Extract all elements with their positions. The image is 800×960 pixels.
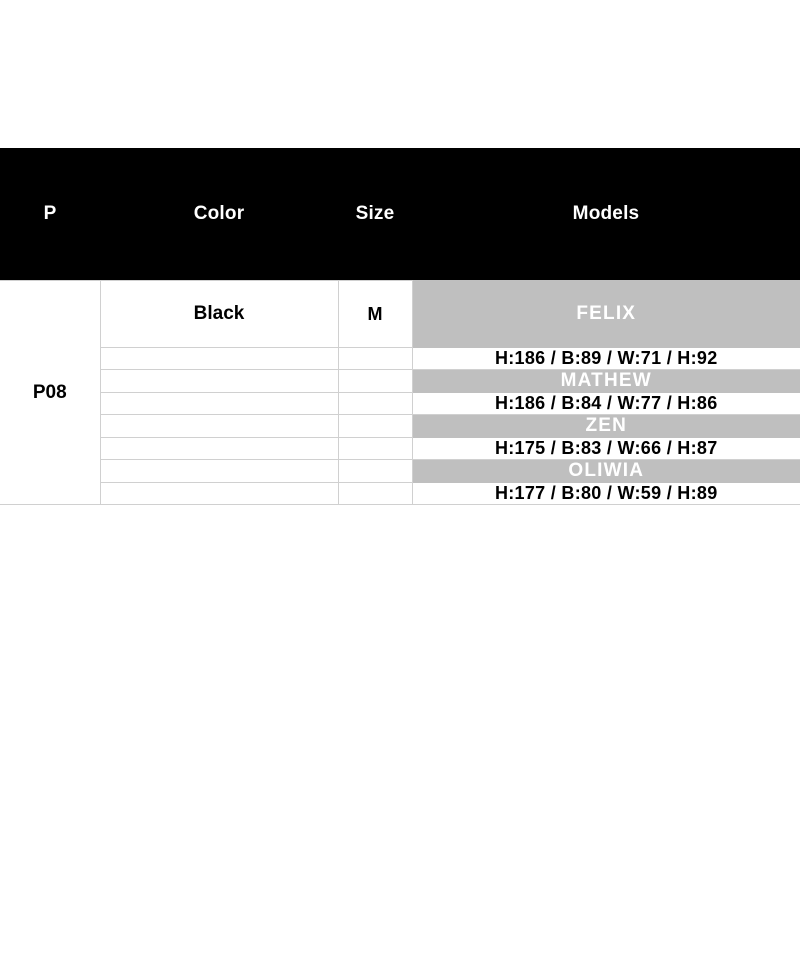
table-row: [0, 348, 800, 370]
table-row: [0, 370, 800, 393]
cell-size-empty: [338, 393, 412, 415]
table-row: [0, 438, 800, 460]
column-header-size: Size: [355, 203, 395, 224]
cell-size-empty: [338, 438, 412, 460]
cell-model-measurements: H:186 / B:89 / W:71 / H:92: [412, 348, 800, 370]
cell-model-name: MATHEW: [412, 370, 800, 393]
column-header-product: P: [43, 203, 57, 224]
cell-model-measurements: H:175 / B:83 / W:66 / H:87: [412, 438, 800, 460]
column-header-models: Models: [572, 203, 640, 224]
cell-color-empty: [100, 348, 338, 370]
cell-model-name: OLIWIA: [412, 460, 800, 483]
cell-color-empty: [100, 438, 338, 460]
column-header-color: Color: [193, 203, 245, 224]
cell-size-empty: [338, 483, 412, 505]
cell-color-empty: [100, 483, 338, 505]
cell-color-value: Black: [100, 281, 338, 348]
cell-color-empty: [100, 393, 338, 415]
cell-size-empty: [338, 348, 412, 370]
cell-model-measurements: H:177 / B:80 / W:59 / H:89: [412, 483, 800, 505]
size-spec-table: [0, 148, 800, 505]
table-body: [0, 281, 800, 505]
table-header-row: [0, 148, 800, 281]
table-row: [0, 393, 800, 415]
cell-product-code: P08: [0, 281, 100, 505]
cell-color-empty: [100, 415, 338, 438]
cell-model-name: ZEN: [412, 415, 800, 438]
cell-color-empty: [100, 370, 338, 393]
cell-color-empty: [100, 460, 338, 483]
table-row: [0, 483, 800, 505]
cell-model-name: FELIX: [412, 281, 800, 348]
cell-size-empty: [338, 370, 412, 393]
cell-model-measurements: H:186 / B:84 / W:77 / H:86: [412, 393, 800, 415]
table-row: [0, 281, 800, 348]
cell-size-empty: [338, 460, 412, 483]
cell-size-empty: [338, 415, 412, 438]
cell-size-value: M: [338, 281, 412, 348]
table-row: [0, 460, 800, 483]
table-row: [0, 415, 800, 438]
table-header: [0, 148, 800, 281]
